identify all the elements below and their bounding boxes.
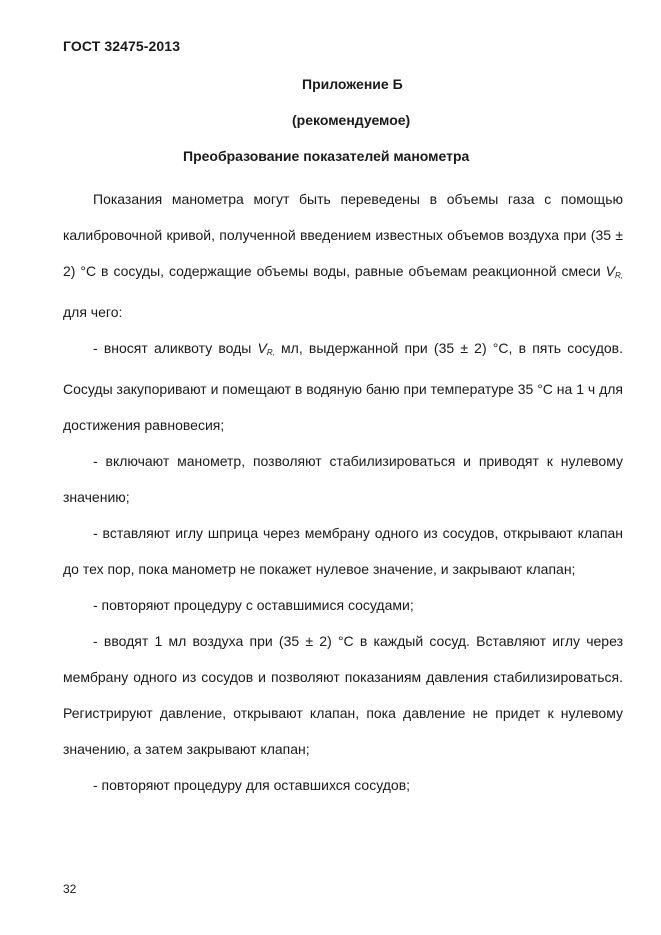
step-2-paragraph: - включают манометр, позволяют стабилизироваться и приводят к нулевому значению; bbox=[63, 453, 623, 505]
step-5-paragraph: - вводят 1 мл воздуха при (35 ± 2) °С в каждый сосуд. Вставляют иглу через мембрану одного из сосудов и позволяют показаниям давления стабилизироваться. Регистрируют давление, открывают клапан, пока давление не придет к нулевому значению, а затем закрывают клапан; bbox=[63, 633, 623, 757]
body-text bbox=[63, 181, 623, 803]
volume-variable: V bbox=[257, 340, 267, 356]
step-1-paragraph: - вносят аликвоту воды $V_{R,}$ мл, выдержанной при (35 ± 2) °С, в пять сосудов. Сосуды закупоривают и помещают в водяную баню при температуре 35 °С на 1 ч для достижения равновесия; bbox=[63, 340, 623, 433]
step-4-paragraph: - повторяют процедуру с оставшимися сосудами; bbox=[93, 597, 414, 613]
appendix-status: (рекомендуемое) bbox=[292, 112, 411, 128]
volume-variable: V bbox=[605, 263, 615, 279]
standard-code: ГОСТ 32475-2013 bbox=[63, 38, 181, 54]
appendix-label: Приложение Б bbox=[302, 76, 403, 92]
intro-paragraph: Показания манометра могут быть переведены в объемы газа с помощью калибровочной кривой, полученной введением известных объемов воздуха при (35 ± 2) °С в сосуды, содержащие объемы воды, равные объемам реакционной смеси $V_{R,}$ для чего: bbox=[63, 191, 623, 320]
appendix-title: Преобразование показателей манометра bbox=[183, 148, 470, 164]
volume-variable-subscript: R, bbox=[266, 348, 275, 357]
page-number: 32 bbox=[63, 882, 77, 896]
step-3-paragraph: - вставляют иглу шприца через мембрану одного из сосудов, открывают клапан до тех пор, пока манометр не покажет нулевое значение, и закрывают клапан; bbox=[63, 525, 623, 577]
volume-variable-subscript: R, bbox=[615, 271, 623, 280]
step-6-paragraph: - повторяют процедуру для оставшихся сосудов; bbox=[93, 777, 411, 793]
